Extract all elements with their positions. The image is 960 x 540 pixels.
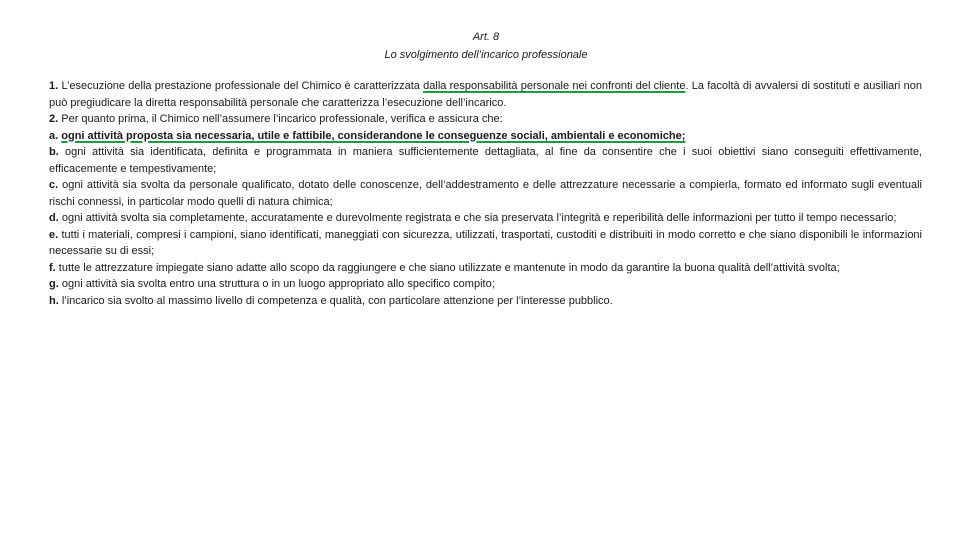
list-text: ogni attività svolta sia completamente, accuratamente e durevolmente registrata e che sia preservata l’integrità e reperibilità delle informazioni per tutto il tempo necessario; — [58, 212, 897, 224]
list-letter: f. — [49, 261, 56, 274]
list-text: l’incarico sia svolto al massimo livello di competenza e qualità, con particolare attenzione per l’interesse pubblico. — [58, 294, 613, 307]
paragraph-text: L’esecuzione della prestazione professionale del Chimico è caratterizzata — [58, 80, 424, 92]
list-text: ogni attività sia svolta da personale qualificato, dotato delle conoscenze, dell’addestramento e delle attrezzature necessarie a compierla, formato ed informato sugli eventuali rischi connessi, in particolar modo quelli di natura chimica; — [49, 179, 922, 208]
paragraph-text: Per quanto prima, il Chimico nell’assumere l’incarico professionale, verifica e assicura che: — [58, 113, 503, 125]
paragraph-number: 2. — [49, 113, 59, 125]
underlined-text: ogni attività proposta sia necessaria, utile e fattibile, considerandone le conseguenze sociali, ambientali e economiche; — [61, 129, 686, 142]
list-item-h — [49, 293, 922, 310]
list-letter: d. — [49, 212, 59, 224]
list-letter: g. — [49, 278, 59, 290]
list-letter: a. — [49, 129, 59, 142]
list-item-b — [49, 144, 922, 177]
list-letter: e. — [49, 228, 59, 241]
list-item-g — [49, 276, 922, 293]
paragraph-2 — [49, 111, 922, 128]
list-text: tutte le attrezzature impiegate siano adatte allo scopo da raggiungere e che siano utilizzate e mantenute in modo da garantire la buona qualità dell’attività svolta; — [55, 261, 840, 274]
article-body — [49, 78, 922, 309]
list-text: tutti i materiali, compresi i campioni, siano identificati, maneggiati con sicurezza, utilizzati, trasportati, custoditi e distribuiti in modo corretto e che siano disponibili le informazioni necessarie su di essi; — [49, 228, 922, 257]
list-item-f — [49, 260, 922, 277]
list-letter: h. — [49, 294, 59, 307]
list-item-c — [49, 177, 922, 210]
list-item-d — [49, 210, 922, 227]
article-title: Lo svolgimento dell’incarico professionale — [384, 49, 588, 61]
paragraph-1 — [49, 78, 922, 111]
list-letter: c. — [49, 179, 59, 191]
list-item-e — [49, 227, 922, 260]
underlined-text: dalla responsabilità personale nei confronti del cliente — [423, 80, 686, 92]
list-text: ogni attività sia identificata, definita e programmata in maniera sufficientemente dettagliata, al fine da consentire che i suoi obiettivi siano conseguiti effettivamente, efficacemente e tempestivamente; — [49, 146, 922, 175]
paragraph-text: . La facoltà di avvalersi di sostituti e ausiliari non può pregiudicare la diretta responsabilità personale che caratterizza l’esecuzione dell’incarico. — [49, 80, 922, 109]
list-letter: b. — [49, 146, 59, 158]
article-number: Art. 8 — [472, 31, 500, 43]
list-item-a — [49, 128, 922, 145]
list-text: ogni attività sia svolta entro una struttura o in un luogo appropriato allo specifico compito; — [58, 278, 495, 290]
article-header — [0, 28, 960, 64]
paragraph-number: 1. — [49, 80, 59, 92]
